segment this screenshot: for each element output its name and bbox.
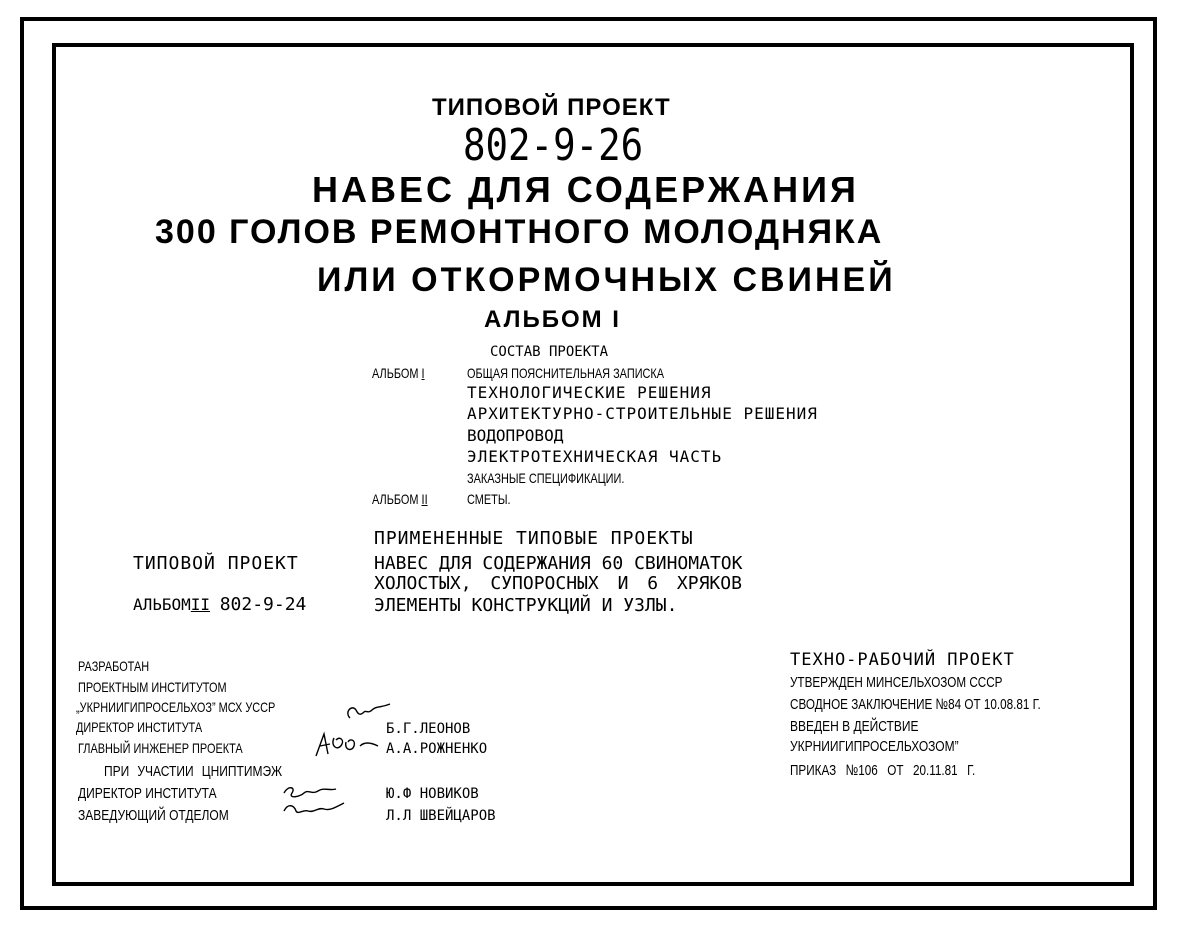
approval-line-4: ВВЕДЕН В ДЕЙСТВИЕ	[790, 718, 919, 735]
album1-item-2: АРХИТЕКТУРНО-СТРОИТЕЛЬНЫЕ РЕШЕНИЯ	[467, 404, 818, 423]
album1-item-4: ЭЛЕКТРОТЕХНИЧЕСКАЯ ЧАСТЬ	[467, 447, 723, 466]
developed-line-1: РАЗРАБОТАН	[78, 658, 150, 674]
header-label: ТИПОВОЙ ПРОЕКТ	[432, 94, 671, 121]
album2-item: СМЕТЫ.	[467, 491, 511, 507]
signature-director-2	[278, 781, 358, 821]
developed-name-8: Л.Л ШВЕЙЦАРОВ	[386, 808, 496, 824]
album1-item-5: ЗАКАЗНЫЕ СПЕЦИФИКАЦИИ.	[467, 470, 625, 486]
approval-line-5: УКРНИИГИПРОСЕЛЬХОЗОМ”	[790, 738, 959, 755]
applied-left-label-1: ТИПОВОЙ ПРОЕКТ	[133, 553, 299, 574]
developed-line-3: „УКРНИИГИПРОСЕЛЬХОЗ” МСХ УССР	[76, 699, 276, 715]
album1-item-1: ТЕХНОЛОГИЧЕСКИЕ РЕШЕНИЯ	[467, 383, 712, 402]
signature-director-1	[342, 700, 392, 726]
applied-line-3: ЭЛЕМЕНТЫ КОНСТРУКЦИЙ И УЗЛЫ.	[374, 595, 678, 616]
applied-heading: ПРИМЕНЕННЫЕ ТИПОВЫЕ ПРОЕКТЫ	[374, 528, 694, 549]
project-code: 802-9-26	[463, 120, 644, 171]
applied-line-2: ХОЛОСТЫХ, СУПОРОСНЫХ И 6 ХРЯКОВ	[374, 573, 742, 594]
album2-label	[372, 492, 428, 506]
approval-line-2: УТВЕРЖДЕН МИНСЕЛЬХОЗОМ СССР	[790, 674, 1003, 691]
developed-name-4: Б.Г.ЛЕОНОВ	[386, 721, 471, 737]
developed-role-5: ГЛАВНЫЙ ИНЖЕНЕР ПРОЕКТА	[78, 740, 243, 756]
album1-number: I	[421, 365, 425, 381]
album1-item-3: ВОДОПРОВОД	[467, 426, 564, 445]
title-line-2: 300 ГОЛОВ РЕМОНТНОГО МОЛОДНЯКА	[155, 213, 884, 251]
approval-line-3: СВОДНОЕ ЗАКЛЮЧЕНИЕ №84 ОТ 10.08.81 Г.	[790, 696, 1041, 713]
album1-item-0: ОБЩАЯ ПОЯСНИТЕЛЬНАЯ ЗАПИСКА	[467, 365, 665, 381]
album1-label	[372, 366, 425, 380]
developed-name-5: А.А.РОЖНЕНКО	[386, 741, 488, 757]
album-label: АЛЬБОМ I	[484, 306, 621, 333]
developed-role-8: ЗАВЕДУЮЩИЙ ОТДЕЛОМ	[78, 807, 229, 824]
applied-line-1: НАВЕС ДЛЯ СОДЕРЖАНИЯ 60 СВИНОМАТОК	[374, 553, 743, 574]
album1-label-text: АЛЬБОМ	[372, 365, 419, 381]
applied-album-code: 802-9-24	[219, 594, 307, 615]
developed-role-7: ДИРЕКТОР ИНСТИТУТА	[78, 785, 217, 802]
applied-album-number: II	[190, 595, 211, 614]
applied-left-label-2	[133, 596, 306, 614]
applied-album-prefix: АЛЬБОМ	[133, 595, 191, 614]
title-line-1: НАВЕС ДЛЯ СОДЕРЖАНИЯ	[312, 169, 859, 210]
approval-line-1: ТЕХНО-РАБОЧИЙ ПРОЕКТ	[790, 650, 1015, 670]
signature-chief-engineer	[312, 730, 382, 760]
developed-name-7: Ю.Ф НОВИКОВ	[386, 786, 479, 802]
title-line-3: ИЛИ ОТКОРМОЧНЫХ СВИНЕЙ	[317, 261, 896, 299]
album2-number: II	[421, 491, 428, 507]
developed-role-4: ДИРЕКТОР ИНСТИТУТА	[76, 719, 203, 735]
composition-heading: СОСТАВ ПРОЕКТА	[490, 344, 609, 360]
album2-label-text: АЛЬБОМ	[372, 491, 419, 507]
approval-line-6: ПРИКАЗ №106 ОТ 20.11.81 Г.	[790, 762, 976, 779]
developed-line-6: ПРИ УЧАСТИИ ЦНИПТИМЭЖ	[104, 763, 283, 780]
developed-line-2: ПРОЕКТНЫМ ИНСТИТУТОМ	[78, 679, 227, 695]
